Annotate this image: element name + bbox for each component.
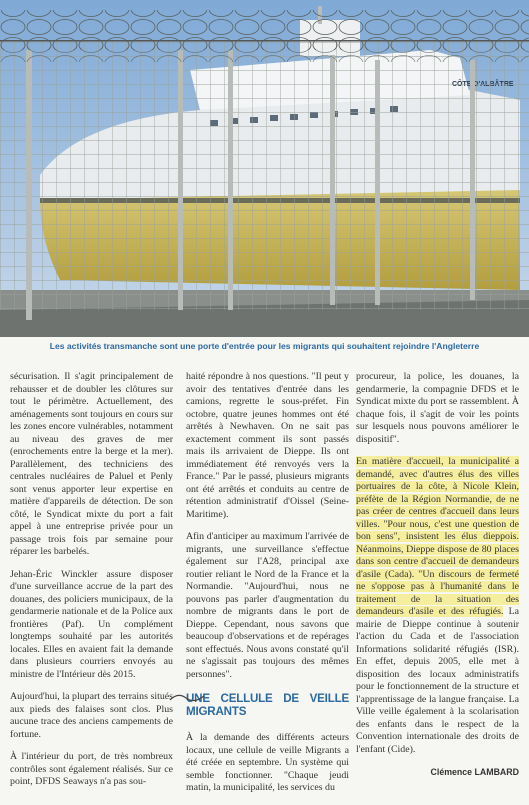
paragraph: Jehan-Éric Winckler assure disposer d'une surveillance accrue de la part des douanes, des policiers municipaux, de la gendarmerie nationale et de la Police aux frontières (Paf). Un complément longtemps souhaité par les autorités locales. Elles en avaient fait la demande dans plusieurs courriers envoyés au ministre de l'Intérieur dès 2015. <box>10 568 173 680</box>
paragraph: À l'intérieur du port, de très nombreux contrôles sont également réalisés. Sur ce point, DFDS Seaways n'a pas sou- <box>10 751 173 787</box>
section-heading: UNE CELLULE DE VEILLE MIGRANTS <box>186 692 349 718</box>
author-signature: Clémence LAMBARD <box>430 767 519 777</box>
highlighted-text: En matière d'accueil, la municipalité a demandé, avec d'autres élus des villes portuaires de la côte, à Nicole Klein, préfète de la Région Normandie, de ne pas créer de centres d'accueil dans leurs villes. "Pour nous, c'est une question de bon sens", insistent les élus dieppois. Néanmoins, Dieppe dispose de 80 places dans son centre d'accueil de demandeurs d'asile (Cada). "Un discours de fermeté ne s'oppose pas à l'humanité dans le traitement de la situation des demandeurs d'asile et des réfugiés. <box>356 456 519 617</box>
column-3 <box>356 371 519 779</box>
paragraph: haité répondre à nos questions. "Il peut y avoir des tentatives d'entrée dans les camions, regrette le sous-préfet. Fin octobre, quatre jeunes hommes ont été arrêtés à Newhaven. On ne sait pas exactement comment ils sont passés mais ils arrivaient de Dieppe. Ils ont immédiatement été renvoyés vers la France." Par le passé, plusieurs migrants ont été arrêtés et conduits au centre de rétention administratif d'Oissel (Seine-Maritime). <box>186 371 349 520</box>
paragraph: procureur, la police, les douanes, la gendarmerie, la compagnie DFDS et le Syndicat mixte du port se rassemblent. À chaque fois, il s'agit de voir les points sur lesquels nous pouvons améliorer le dispositif". <box>356 371 519 445</box>
article-body <box>0 371 529 800</box>
column-1 <box>10 371 173 799</box>
paragraph: Aujourd'hui, la plupart des terrains situés aux pieds des falaises sont clos. Plus aucune trace des anciens campements de fortune. <box>10 691 173 740</box>
column-2 <box>186 371 349 805</box>
article-photo <box>0 0 529 337</box>
paragraph <box>356 456 519 756</box>
paragraph: À la demande des différents acteurs locaux, une cellule de veille Migrants a été créée en septembre. Un système qui semble fonctionner. "Chaque jeudi matin, la municipalité, les services du <box>186 732 349 793</box>
photo-caption: Les activités transmanche sont une porte d'entrée pour les migrants qui souhaitent rejoindre l'Angleterre <box>0 337 529 359</box>
paragraph-continuation: La mairie de Dieppe continue à soutenir l'action du Cada et de l'association Informations solidarité réfugiés (ISR). En effet, depuis 2005, elle met à disposition des locaux administratifs pour le fonctionnement de la structure et l'apprentissage de la langue française. La Ville veille également à la scolarisation des enfants dans le respect de la Convention internationale des droits de l'enfant (Cide). <box>356 606 519 755</box>
port-fence-photo <box>0 0 529 337</box>
handwritten-mark <box>168 690 208 704</box>
paragraph: sécurisation. Il s'agit principalement de rehausser et de doubler les clôtures sur tout le périmètre. Actuellement, des aménagements sont toujours en cours sur les zones encore vulnérables, notamment au niveau des graves de mer (enrochements entre la berge et la mer). Parallèlement, des techniciens des centrales nucléaires de Paluel et Penly sont venus apporter leur expertise en matière d'appareils de détection. De son côté, le Syndicat mixte du port a fait appel à une entreprise privée pour un passage trois fois par semaine pour réparer les barbelés. <box>10 371 173 557</box>
paragraph: Afin d'anticiper au maximum l'arrivée de migrants, une surveillance s'effectue également sur l'A28, principal axe routier reliant le Nord de la France et la Normandie. "Aujourd'hui, nous ne pouvons pas parler d'augmentation du nombre de migrants dans le port de Dieppe. Cependant, nous savons que beaucoup d'observations et de repérages sont effectués. Nous avons constaté qu'il ne s'agissait pas toujours des mêmes personnes". <box>186 531 349 680</box>
